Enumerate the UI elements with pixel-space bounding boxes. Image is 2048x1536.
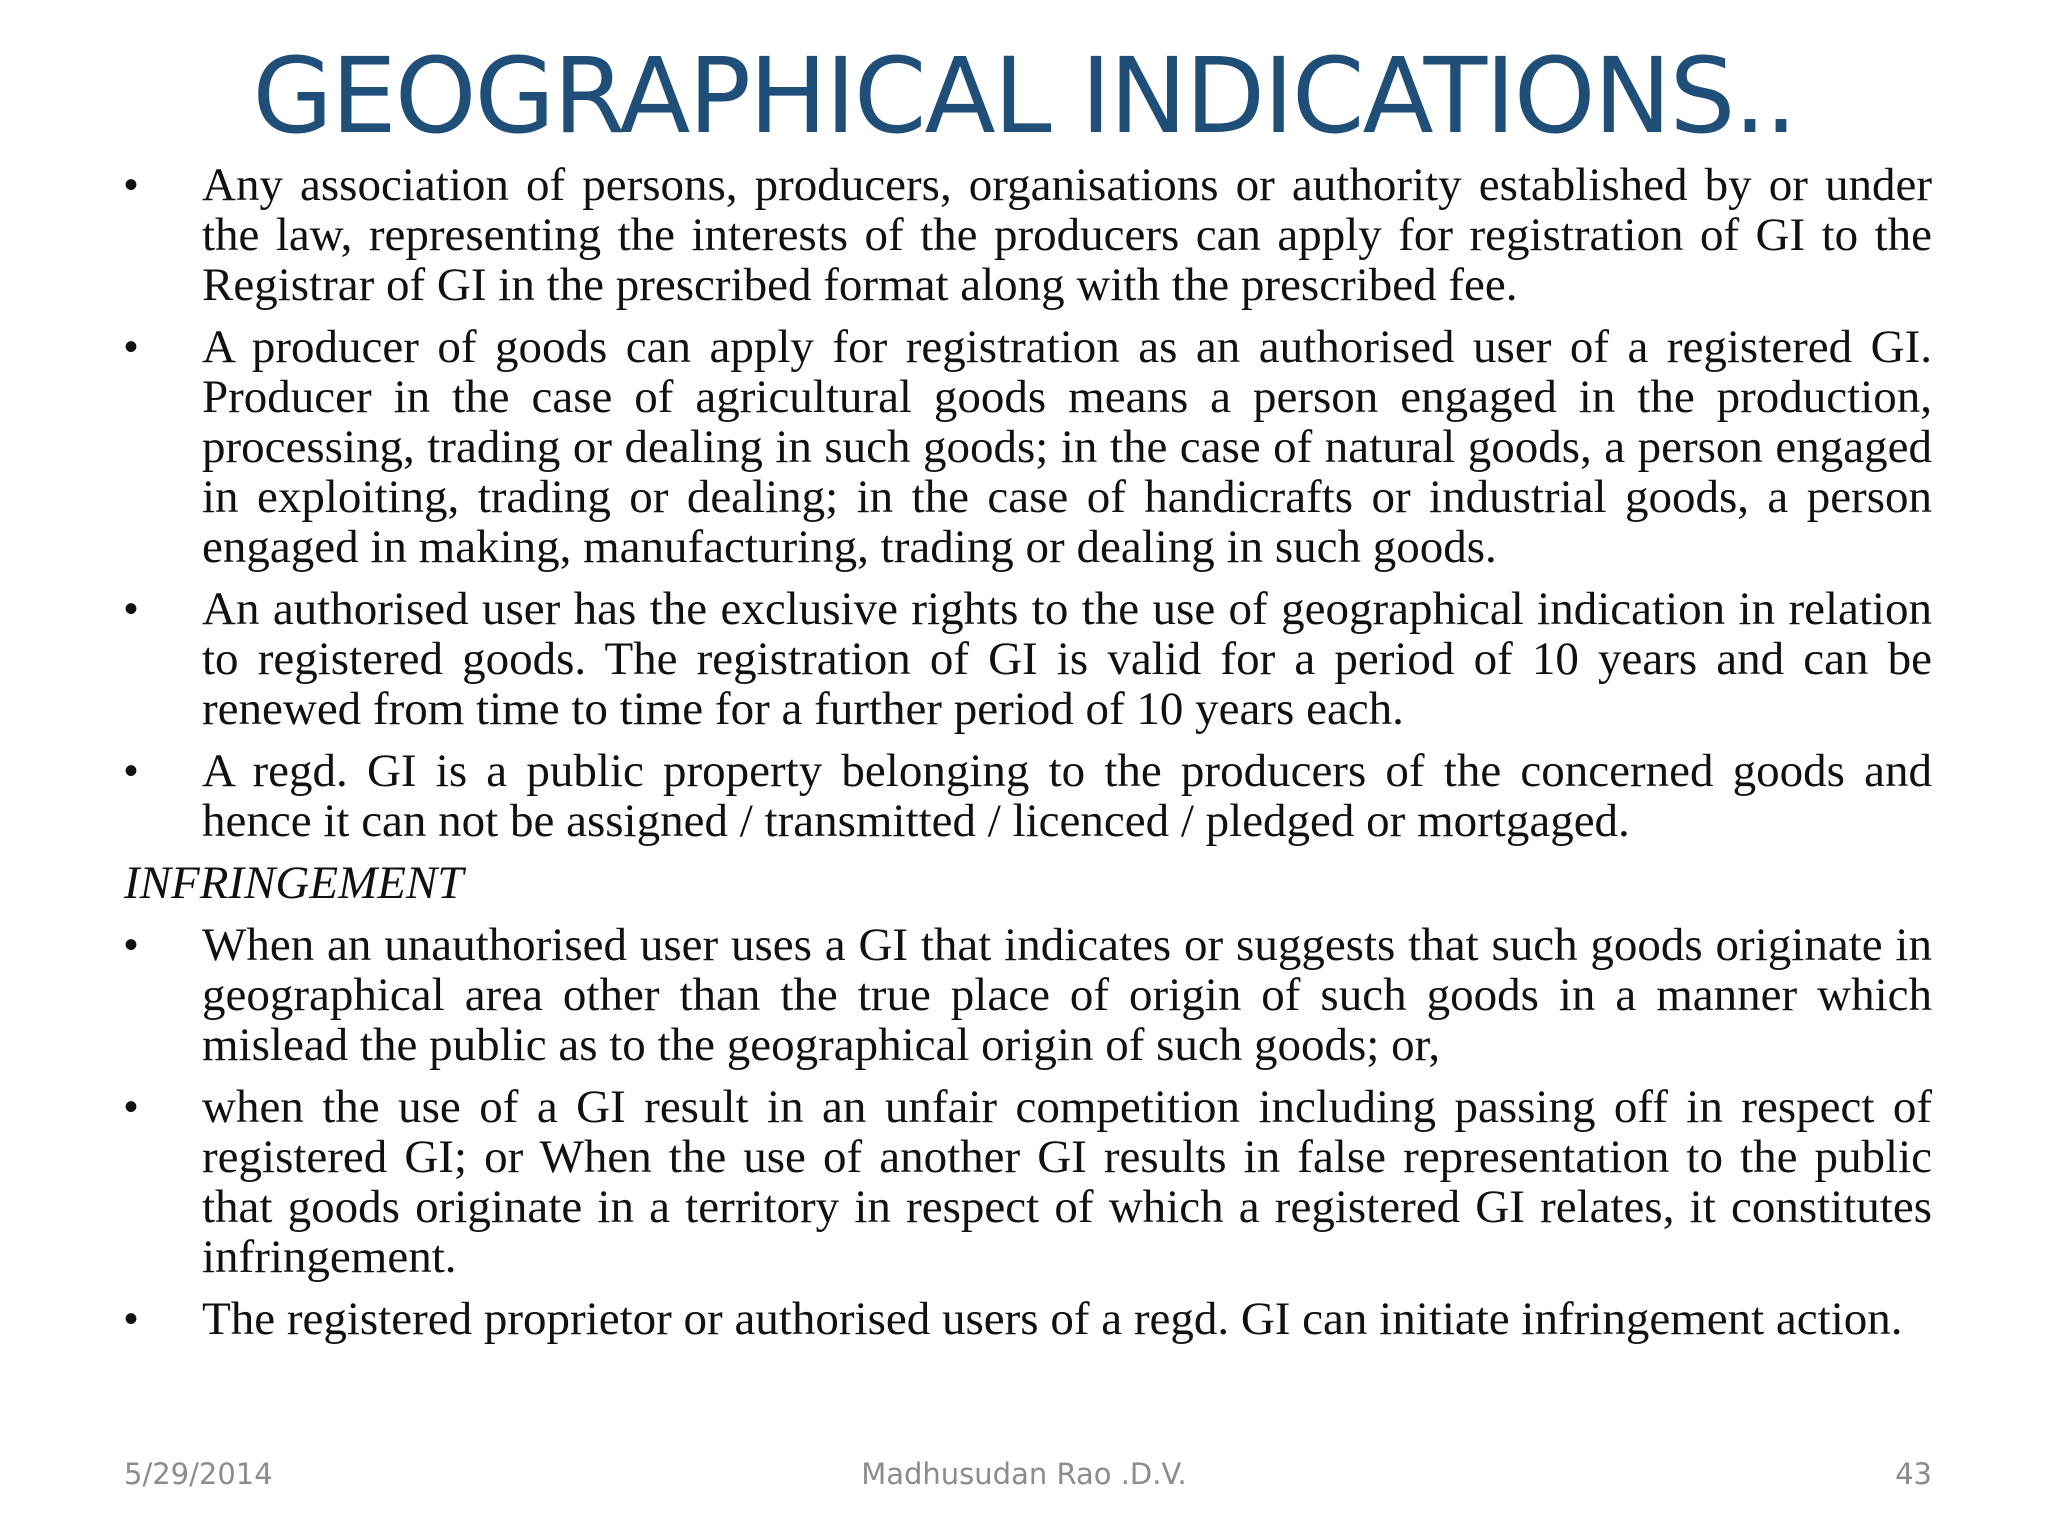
bullet-item xyxy=(124,920,1932,1070)
bullet-icon: • xyxy=(124,749,139,793)
bullet-text: When an unauthorised user uses a GI that indicates or suggests that such goods originate in geographical area other than the true place of origin of such goods in a manner which mislead the public as to the geographical origin of such goods; or, xyxy=(202,919,1932,1071)
bullet-item xyxy=(124,1082,1932,1282)
footer-date: 5/29/2014 xyxy=(124,1457,273,1491)
bullet-item xyxy=(124,584,1932,734)
bullet-text: The registered proprietor or authorised users of a regd. GI can initiate infringement action. xyxy=(202,1293,1903,1345)
bullet-list-main xyxy=(124,160,1932,846)
footer-page-number: 43 xyxy=(1895,1457,1932,1491)
bullet-icon: • xyxy=(124,1085,139,1129)
bullet-text: when the use of a GI result in an unfair competition including passing off in respect of registered GI; or When the use of another GI results in false representation to the public that goods originate in a territory in respect of which a registered GI relates, it constitutes infringement. xyxy=(202,1081,1932,1283)
bullet-icon: • xyxy=(124,163,139,207)
bullet-item xyxy=(124,746,1932,846)
bullet-item xyxy=(124,1294,1932,1344)
bullet-icon: • xyxy=(124,587,139,631)
bullet-text: A producer of goods can apply for registration as an authorised user of a registered GI. Producer in the case of agricultural goods means a person engaged in the production, processing, trading or dealing in such goods; in the case of natural goods, a person engaged in exploiting, trading or dealing; in the case of handicrafts or industrial goods, a person engaged in making, manufacturing, trading or dealing in such goods. xyxy=(202,321,1932,573)
bullet-icon: • xyxy=(124,1297,139,1341)
bullet-item xyxy=(124,160,1932,310)
bullet-list-infringement xyxy=(124,920,1932,1344)
slide-title: GEOGRAPHICAL INDICATIONS.. xyxy=(252,35,1796,157)
bullet-text: Any association of persons, producers, organisations or authority established by or under the law, representing the interests of the producers can apply for registration of GI to the Registrar of GI in the prescribed format along with the prescribed fee. xyxy=(202,159,1932,311)
bullet-icon: • xyxy=(124,325,139,369)
bullet-item xyxy=(124,322,1932,572)
slide-body xyxy=(124,160,1932,1356)
bullet-icon: • xyxy=(124,923,139,967)
bullet-text: A regd. GI is a public property belonging to the producers of the concerned goods and hence it can not be assigned / transmitted / licenced / pledged or mortgaged. xyxy=(202,745,1932,847)
bullet-text: An authorised user has the exclusive rights to the use of geographical indication in relation to registered goods. The registration of GI is valid for a period of 10 years and can be renewed from time to time for a further period of 10 years each. xyxy=(202,583,1932,735)
footer-author: Madhusudan Rao .D.V. xyxy=(861,1457,1187,1491)
section-heading-infringement: INFRINGEMENT xyxy=(124,857,464,909)
